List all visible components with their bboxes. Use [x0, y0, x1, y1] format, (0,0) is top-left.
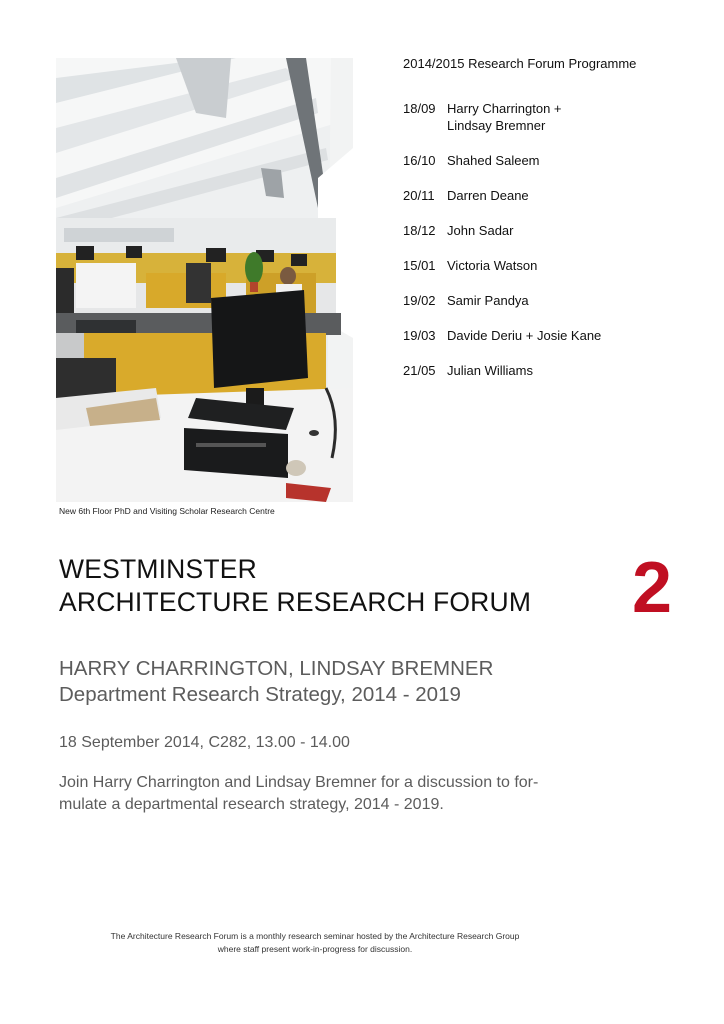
event-details: 18 September 2014, C282, 13.00 - 14.00 — [59, 734, 350, 751]
programme-title: 2014/2015 Research Forum Programme — [403, 56, 637, 71]
programme-speakers: Harry Charrington + Lindsay Bremner — [447, 101, 562, 133]
programme-speakers: Victoria Watson — [447, 258, 538, 273]
programme-date: 15/01 — [403, 258, 436, 273]
programme-date: 19/03 — [403, 328, 436, 343]
programme-speakers: Julian Williams — [447, 363, 533, 378]
issue-number: 2 — [632, 548, 673, 628]
programme-item — [403, 152, 703, 169]
programme-speakers: John Sadar — [447, 223, 514, 238]
research-centre-photo — [56, 58, 353, 502]
programme-date: 19/02 — [403, 293, 436, 308]
talk-speakers: HARRY CHARRINGTON, LINDSAY BREMNER — [59, 657, 494, 680]
programme-date: 20/11 — [403, 188, 435, 203]
programme-item — [403, 187, 703, 204]
programme-item — [403, 100, 703, 134]
forum-title — [59, 553, 531, 619]
programme-date: 21/05 — [403, 363, 436, 378]
programme-item — [403, 257, 703, 274]
talk-description: Join Harry Charrington and Lindsay Bremner for a discussion to for- mulate a departmental research strategy, 2014 - 2019. — [59, 774, 539, 813]
programme-speakers: Darren Deane — [447, 188, 529, 203]
talk-subtitle: Department Research Strategy, 2014 - 2019 — [59, 683, 461, 706]
footer-note: The Architecture Research Forum is a monthly research seminar hosted by the Architecture Research Group where staff present work-in-progress for discussion. — [110, 931, 520, 954]
programme-speakers: Samir Pandya — [447, 293, 529, 308]
programme-item — [403, 292, 703, 309]
programme-speakers: Shahed Saleem — [447, 153, 540, 168]
programme-date: 18/12 — [403, 223, 436, 238]
programme-date: 18/09 — [403, 101, 436, 116]
programme-item — [403, 327, 703, 344]
programme-schedule — [403, 56, 703, 397]
programme-speakers: Davide Deriu + Josie Kane — [447, 328, 602, 343]
talk-heading — [59, 656, 493, 708]
forum-title-line-2: ARCHITECTURE RESEARCH FORUM — [59, 587, 532, 617]
programme-item — [403, 362, 703, 379]
programme-date: 16/10 — [403, 153, 436, 168]
photo-caption: New 6th Floor PhD and Visiting Scholar Research Centre — [59, 506, 275, 516]
forum-title-line-1: WESTMINSTER — [59, 554, 257, 584]
programme-item — [403, 222, 703, 239]
